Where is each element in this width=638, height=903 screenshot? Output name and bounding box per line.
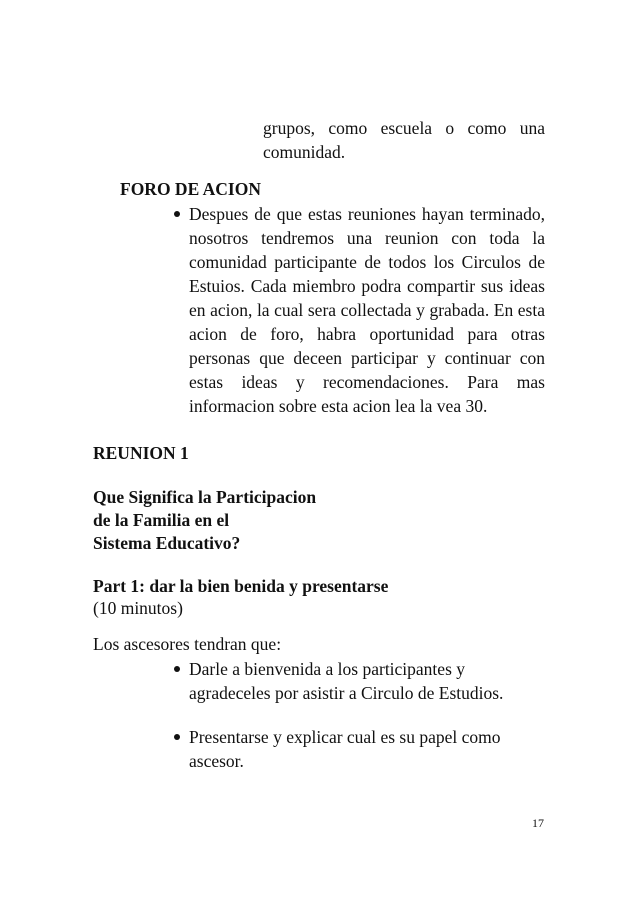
reunion-heading: REUNION 1 (93, 443, 189, 463)
bullet-icon (174, 734, 180, 740)
part1-heading: Part 1: dar la bien benida y presentarse (93, 576, 389, 596)
reunion-title-line-1: Que Significa la Participacion (93, 487, 317, 507)
foro-heading: FORO DE ACION (120, 179, 261, 199)
page-number: 17 (532, 816, 544, 830)
intro-fragment-line-2: comunidad. (263, 142, 346, 162)
part1-intro: Los ascesores tendran que: (93, 634, 282, 654)
part1-bullet-1-line-2: agradeceles por asistir a Circulo de Estudios. (189, 683, 504, 703)
part1-bullet-1-line-1: Darle a bienvenida a los participantes y (189, 659, 466, 679)
reunion-title-line-2: de la Familia en el (93, 510, 230, 530)
foro-bullet-text: Despues de que estas reuniones hayan terminado, nosotros tendremos una reunion con toda la comunidad participante de todos los Circulos de Estuios. Cada miembro podra compartir sus ideas en acion, la cual sera collectada y grabada. En esta acion de foro, habra oportunidad para otras personas que deceen participar y continuar con estas ideas y recomendaciones. Para mas informacion sobre esta acion lea la vea 30. (189, 204, 545, 416)
intro-fragment-line-1: grupos, como escuela o como una (263, 118, 545, 138)
part1-bullet-2-line-2: ascesor. (189, 751, 244, 771)
part1-duration: (10 minutos) (93, 598, 183, 618)
bullet-icon (174, 666, 180, 672)
reunion-title-line-3: Sistema Educativo? (93, 533, 241, 553)
part1-bullet-2-line-1: Presentarse y explicar cual es su papel como (189, 727, 501, 747)
bullet-icon (174, 211, 180, 217)
